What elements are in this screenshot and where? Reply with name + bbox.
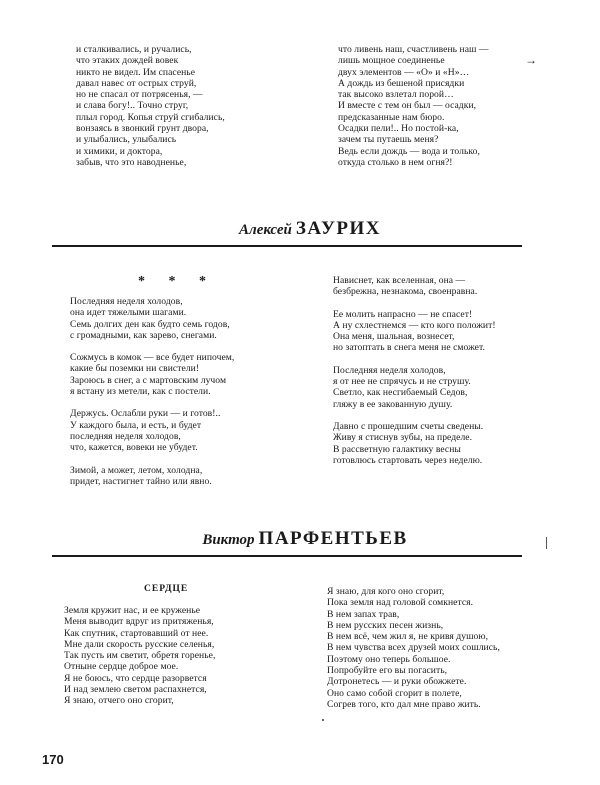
- poem-line: Как спутник, стартовавший от нее.: [64, 627, 209, 639]
- poem-line: Нависнет, как вселенная, она —: [333, 275, 466, 286]
- section-divider-parfentyev: [52, 555, 522, 557]
- poem-line: с громадными, как зарево, снегами.: [70, 329, 217, 341]
- poem-line: Так пусть им светит, обретя горенье,: [64, 650, 216, 662]
- poem-line: что ливень наш, счастливень наш —: [338, 44, 489, 55]
- poem-line: Держусь. Ослабли руки — и готов!..: [70, 408, 221, 420]
- poem-line: двух элементов — «О» и «Н»…: [338, 66, 470, 78]
- poem-line: я встану из метели, как с постели.: [70, 386, 211, 398]
- poem-line: Дотронетесь — и руки обожжете.: [327, 676, 467, 688]
- stanza: [70, 408, 234, 453]
- poem-line: Я не боюсь, что сердце разорвется: [64, 672, 207, 684]
- poem-line: Она меня, шальная, вознесет,: [333, 331, 455, 343]
- poem-line: Зароюсь в снег, а с мартовским лучом: [70, 374, 227, 386]
- poem-line: никто не видел. Им спасенье: [76, 66, 196, 78]
- poem-line: Осадки пели!.. Но постой-ка,: [338, 123, 459, 135]
- poem-line: безбрежна, незнакома, своенравна.: [333, 286, 478, 298]
- top-poem-left-column: [76, 44, 225, 168]
- stray-dot: [322, 719, 324, 721]
- poem-title: СЕРДЦЕ: [144, 584, 189, 594]
- poem-line: но не спасал от потрясенья, —: [76, 89, 203, 101]
- author-first-name: Алексей: [239, 222, 292, 238]
- zaurikh-right-column: [333, 275, 496, 477]
- poem-line: В нем запах трав,: [327, 608, 400, 620]
- poem-line: но затоптать в снега меня не сможет.: [333, 342, 485, 354]
- poem-line: вонзаясь в звонкий грунт двора,: [76, 123, 209, 135]
- poem-line: Давно с прошедшим счеты сведены.: [333, 420, 484, 432]
- poem-line: что, кажется, вовеки не убудет.: [70, 442, 198, 454]
- poem-line: я от нее не спрячусь и не струшу.: [333, 376, 471, 388]
- poem-line: Сожмусь в комок — все будет нипочем,: [70, 352, 235, 364]
- poem-line: Попробуйте его вы погасить,: [327, 665, 448, 677]
- page-number: 170: [42, 752, 64, 767]
- poem-line: У каждого была, и есть, и будет: [70, 419, 202, 431]
- poem-line: Последняя неделя холодов,: [333, 364, 446, 376]
- poem-line: Поэтому оно теперь большое.: [327, 653, 451, 665]
- poem-line: давал навес от острых струй,: [76, 77, 197, 89]
- top-poem-right-column: [338, 44, 489, 168]
- parfentyev-left-column: [64, 583, 215, 707]
- stanza: [70, 296, 234, 341]
- poem-line: Мне дали скорость русские селенья,: [64, 638, 215, 650]
- stanza-stars: * * *: [138, 274, 216, 289]
- stanza: [333, 309, 496, 354]
- poem-line: последняя неделя холодов,: [70, 430, 181, 442]
- poem-line: и сталкивались, и ручались,: [76, 44, 192, 55]
- poem-line: готовлюсь стартовать через неделю.: [333, 454, 483, 466]
- section-divider-zaurikh: [52, 245, 522, 247]
- poem-line: А ну схлестнемся — кто кого положит!: [333, 319, 496, 331]
- poem-line: плыл город. Копья струй сгибались,: [76, 111, 225, 123]
- poem-line: Я знаю, для кого оно сгорит,: [327, 586, 445, 597]
- poem-line: Согрев того, кто дал мне право жить.: [327, 698, 481, 710]
- poem-line: Оно само собой сгорит в полете,: [327, 687, 462, 699]
- poem-line: какие бы поземки ни свистели!: [70, 363, 200, 375]
- poem-line: Последняя неделя холодов,: [70, 296, 183, 307]
- poem-line: Я знаю, отчего оно сгорит,: [64, 695, 174, 707]
- poem-line: что этаких дождей вовек: [76, 55, 179, 67]
- poem-line: И над землею светом распахнется,: [64, 684, 207, 696]
- poem-line: И вместе с тем он был — осадки,: [338, 100, 477, 112]
- poem-line: гляжу в ее закованную душу.: [333, 398, 453, 410]
- stanza: [333, 275, 496, 298]
- stanza: [333, 365, 496, 410]
- poem-line: Земля кружит нас, и ее круженье: [64, 605, 201, 616]
- poem-line: В рассветную галактику весны: [333, 443, 461, 455]
- poem-line: В нем всё, чем жил я, не кривя душою,: [327, 631, 489, 643]
- poem-line: Пока земля над головой сомкнется.: [327, 597, 474, 609]
- poem-line: откуда столько в нем огня?!: [338, 156, 453, 168]
- poem-line: предсказанные нам бюро.: [338, 111, 445, 123]
- poem-line: Ведь если дождь — вода и только,: [338, 145, 480, 157]
- poem-line: Зимой, а может, летом, холодна,: [70, 464, 203, 476]
- poem-line: В нем русских песен жизнь,: [327, 619, 444, 631]
- poem-line: Семь долгих ден как будто семь годов,: [70, 318, 230, 330]
- stanza: [70, 465, 234, 488]
- author-first-name: Виктор: [202, 532, 255, 548]
- poem-line: и слава богу!.. Точно струг,: [76, 100, 189, 112]
- poem-line: и химики, и доктора,: [76, 145, 163, 157]
- author-last-name: ЗАУРИХ: [295, 218, 381, 239]
- poem-line: Живу я стиснув зубы, на пределе.: [333, 432, 473, 444]
- poem-line: забыв, что это наводненье,: [76, 156, 187, 168]
- poem-line: лишь мощное соединенье: [338, 55, 445, 67]
- poem-line: В нем чувства всех друзей моих сошлись,: [327, 642, 500, 654]
- poem-line: придет, настигнет тайно или явно.: [70, 475, 212, 487]
- stanza: [333, 421, 496, 466]
- author-heading-zaurikh: [120, 218, 500, 240]
- poem-line: А дождь из бешеной присядки: [338, 77, 465, 89]
- author-heading-parfentyev: [115, 528, 495, 550]
- parfentyev-right-column: [327, 586, 500, 710]
- poem-line: она идет тяжелыми шагами.: [70, 307, 187, 319]
- poem-line: Меня выводит вдруг из притяженья,: [64, 616, 214, 628]
- poem-line: Светло, как несгибаемый Седов,: [333, 387, 468, 399]
- poem-line: и улыбались, улыбались: [76, 134, 177, 146]
- poem-line: так высоко взлетал порой…: [338, 89, 454, 101]
- continuation-arrow: →: [525, 53, 537, 67]
- stanza: [70, 352, 234, 397]
- zaurikh-left-column: [70, 274, 234, 498]
- poem-line: Отныне сердце доброе мое.: [64, 661, 179, 673]
- margin-mark: [546, 537, 547, 549]
- author-last-name: ПАРФЕНТЬЕВ: [258, 528, 408, 549]
- poem-line: зачем ты путаешь меня?: [338, 134, 439, 146]
- poem-line: Ее молить напрасно — не спасет!: [333, 308, 473, 320]
